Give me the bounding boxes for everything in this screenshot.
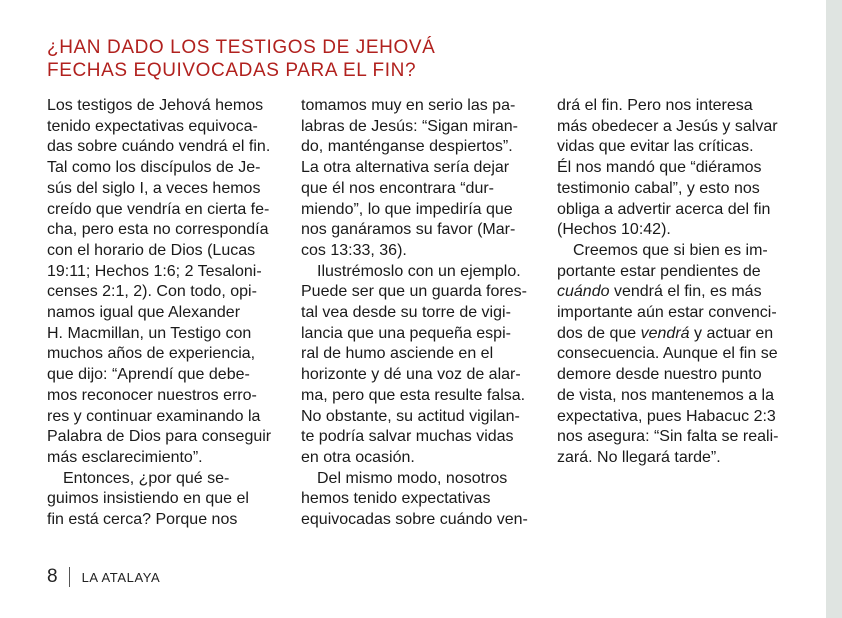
text-line: mos reconocer nuestros erro- [47,386,257,404]
text-line: obliga a advertir acerca del fin [557,200,771,218]
text-line: No obstante, su actitud vigilan- [301,407,520,425]
text-line: creído que vendría en cierta fe- [47,200,270,218]
text-line: Los testigos de Jehová hemos [47,97,264,114]
text-line: ma, pero que esta resulte falsa. [301,386,526,404]
text-line: equivocadas sobre cuándo ven- [301,511,528,529]
text-line: do, manténganse despiertos”. [301,138,513,156]
text-line: muchos años de experiencia, [47,345,256,363]
text-line: cha, pero esta no correspondía [47,221,269,239]
text-column-2 [301,96,539,531]
text-line: drá el fin. Pero nos interesa [557,97,753,114]
text-line: sús del siglo I, a veces hemos [47,179,261,197]
text-line: Entonces, ¿por qué se- [63,469,230,487]
footer-divider [69,567,70,587]
text-line: censes 2:1, 2). Con todo, opi- [47,283,257,301]
text-line: que él nos encontrara “dur- [301,179,494,197]
text-line: Del mismo modo, nosotros [317,469,508,487]
text-line: Tal como los discípulos de Je- [47,159,261,177]
text-line: das sobre cuándo vendrá el fin. [47,138,271,156]
text-column-3 [557,96,797,469]
text-line: que dijo: “Aprendí que debe- [47,366,250,384]
text-line: zará. No llegará tarde”. [557,448,721,466]
text-line: nos asegura: “Sin falta se reali- [557,428,779,446]
text-line: demore desde nuestro punto [557,366,762,384]
text-line: Creemos que si bien es im- [573,241,768,259]
text-line: namos igual que Alexander [47,304,241,322]
page-number: 8 [47,566,58,587]
emphasis-text: vendrá [640,324,690,342]
text-line: (Hechos 10:42). [557,221,671,239]
text-line: nos ganáramos su favor (Mar- [301,221,516,239]
text-line: Puede ser que un guarda fores- [301,283,527,301]
emphasis-text: cuándo [557,283,610,301]
text-line: res y continuar examinando la [47,407,261,425]
text-line: testimonio cabal”, y esto nos [557,179,760,197]
text-line: labras de Jesús: “Sigan miran- [301,117,518,135]
text-line [557,324,797,345]
text-line: tenido expectativas equivoca- [47,117,258,135]
text-run: y actuar en [689,324,774,342]
text-line: fin está cerca? Porque nos [47,511,238,529]
heading-line-2: FECHAS EQUIVOCADAS PARA EL FIN? [47,60,417,81]
text-line: Ilustrémoslo con un ejemplo. [317,262,521,280]
text-line: cos 13:33, 36). [301,241,407,259]
text-column-1 [47,96,282,531]
article-heading [47,36,435,82]
text-line: Él nos mandó que “diéramos [557,159,762,177]
text-line: más esclarecimiento”. [47,448,203,466]
text-line: lancia que una pequeña espi- [301,324,511,342]
text-run: dos de que [557,324,641,342]
text-line: Palabra de Dios para conseguir [47,428,272,446]
text-line: con el horario de Dios (Lucas [47,241,256,259]
heading-line-1: ¿HAN DADO LOS TESTIGOS DE JEHOVÁ [47,37,436,58]
text-line: miendo”, lo que impediría que [301,200,513,218]
text-line: hemos tenido expectativas [301,490,491,508]
text-line: en otra ocasión. [301,448,415,466]
publication-name: LA ATALAYA [81,569,161,585]
text-line [557,282,797,303]
text-line: portante estar pendientes de [557,262,761,280]
text-line: tal vea desde su torre de vigi- [301,304,511,322]
text-line: tomamos muy en serio las pa- [301,97,516,114]
page-footer [47,566,160,588]
text-line: H. Macmillan, un Testigo con [47,324,252,342]
text-line: vidas que evitar las críticas. [557,138,754,156]
text-run: vendrá el fin, es más [609,283,762,301]
text-line: La otra alternativa sería dejar [301,159,510,177]
text-line: de vista, nos mantenemos a la [557,386,775,404]
text-line: 19:11; Hechos 1:6; 2 Tesaloni- [47,262,262,280]
text-line: expectativa, pues Habacuc 2:3 [557,407,776,425]
text-line: horizonte y dé una voz de alar- [301,366,521,384]
text-line: consecuencia. Aunque el fin se [557,345,778,363]
text-line: importante aún estar convenci- [557,304,777,322]
text-line: guimos insistiendo en que el [47,490,249,508]
text-line: te podría salvar muchas vidas [301,428,514,446]
text-line: más obedecer a Jesús y salvar [557,117,778,135]
text-line: ral de humo asciende en el [301,345,494,363]
